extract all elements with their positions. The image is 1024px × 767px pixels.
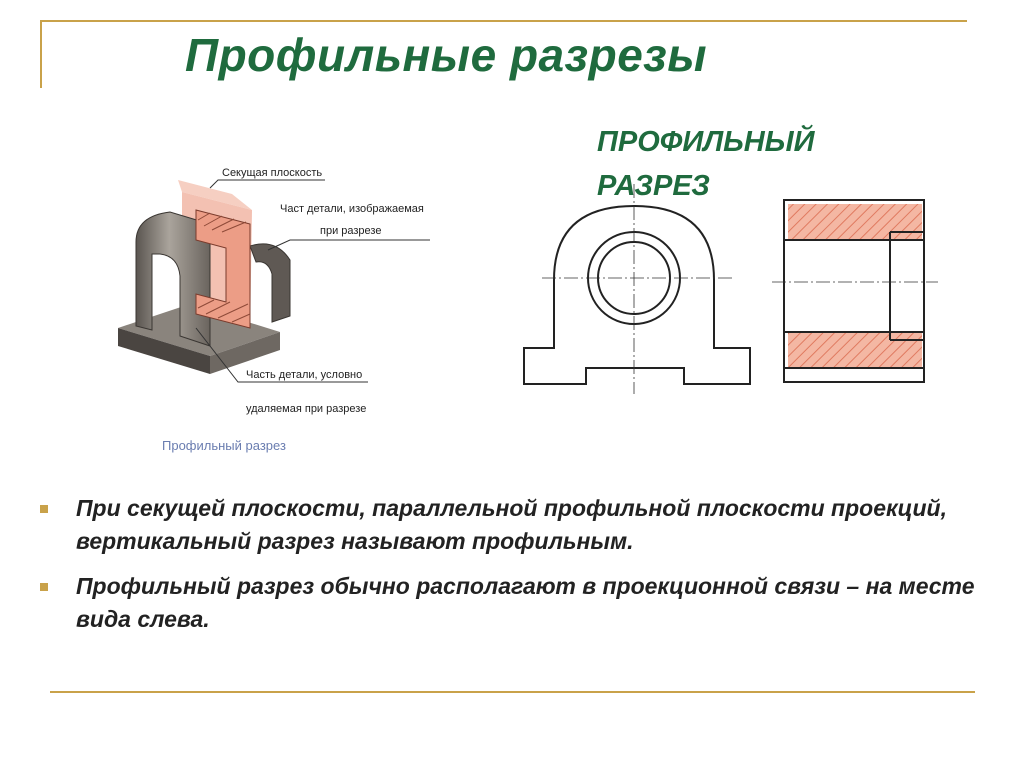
orthographic-drawing [510,170,944,420]
isometric-section-illustration [100,150,430,470]
bullet-list [38,492,998,648]
bullet-text: При секущей плоскости, параллельной профильной плоскости проекций, вертикальный разрез называют профильным. [76,495,947,554]
front-view [524,206,750,384]
bullet-text: Профильный разрез обычно располагают в проекционной связи – на месте вида слева. [76,573,975,632]
figure-caption: Профильный разрез [162,438,286,453]
section-subtitle: ПРОФИЛЬНЫЙ РАЗРЕЗ [597,126,815,202]
label-removed-part-line1: Часть детали, условно [246,369,363,381]
leader-shown-part [268,240,430,250]
front-view-centerlines [542,184,732,394]
bullet-item [38,492,998,558]
leader-cutting-plane [210,180,325,188]
profile-section-view [772,200,938,382]
top-rule [40,20,967,22]
label-shown-part-line2: при разрезе [320,225,382,237]
bottom-rule [50,691,975,693]
bullet-square-icon [40,505,48,513]
bullet-item [38,570,998,636]
left-rule [40,20,42,88]
label-removed-part-line2: удаляемая при разрезе [246,403,367,415]
label-cutting-plane: Секущая плоскость [222,167,323,179]
label-shown-part-line1: Част детали, изображаемая [280,203,424,215]
slide-title: Профильные разрезы [185,29,708,81]
right-half [250,244,290,322]
bullet-square-icon [40,583,48,591]
